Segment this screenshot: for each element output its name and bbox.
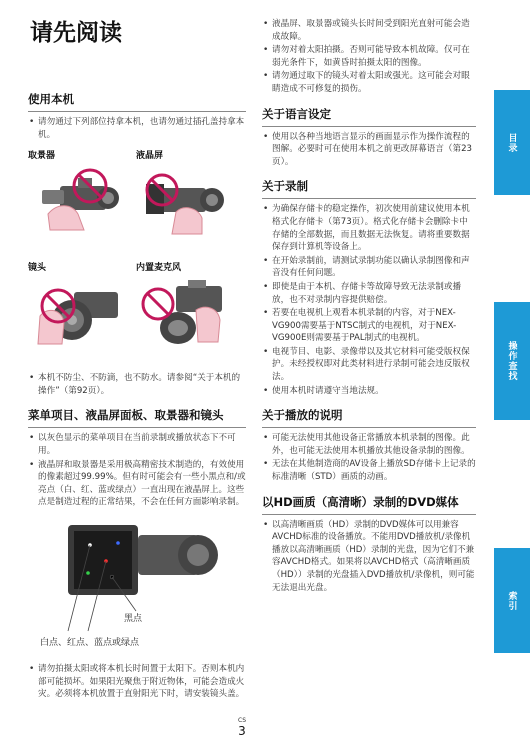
- camera-viewfinder-illustration: [28, 164, 128, 238]
- section-title-hd-dvd: 以HD画质（高清晰）录制的DVD媒体: [262, 494, 459, 509]
- camera-microphone-illustration: [136, 276, 236, 350]
- bullet-list: [262, 131, 476, 169]
- camera-lcd-dots-illustration: [28, 515, 238, 655]
- tab-label: 操作查找: [506, 341, 517, 381]
- side-tabs: [494, 0, 530, 753]
- photo-lens: [28, 260, 128, 372]
- list-item: • 以高清晰画质（HD）录制的DVD媒体可以用兼容AVCHD标准的设备播放。不能用DVD播放机/录像机播放以高清晰画质（HD）录制的光盘，因为它们不兼容AVCHD格式。如果将以AVCHD格式（高清晰画质（HD））录制的光盘插入DVD播放机/录像机，则可能无法退出光盘。: [262, 519, 476, 595]
- bullet-list: [28, 432, 246, 509]
- divider: [28, 111, 246, 112]
- section-title-use: 使用本机: [28, 92, 74, 106]
- right-column: [262, 18, 476, 595]
- page-number: [236, 717, 248, 738]
- page-language-code: CS: [238, 717, 246, 724]
- page-number-value: 3: [238, 724, 246, 738]
- figure-label-black-dot: 黑点: [124, 613, 143, 624]
- list-item: • 为确保存储卡的稳定操作，初次使用前建议使用本机格式化存储卡（第73页）。格式化存储卡会删除卡中存储的全部数据，而且数据无法恢复。请将重要数据保存到计算机等设备上。: [262, 203, 476, 253]
- divider: [262, 514, 476, 515]
- list-item: • 若要在电视机上观看本机录制的内容，对于NEX-VG900需要基于NTSC制式的电视机，对于NEX-VG900E则需要基于PAL制式的电视机。: [262, 307, 476, 345]
- tab-index[interactable]: [494, 548, 530, 653]
- bullet-list: [262, 432, 476, 483]
- list-item: • 请勿通过取下的镜头对着太阳或强光。这可能会对眼睛造成不可修复的损伤。: [262, 70, 476, 95]
- lcd-dots-figure: [28, 515, 238, 655]
- tab-label: 索引: [506, 590, 517, 611]
- figure-label-colored-dots: 白点、红点、蓝点或绿点: [40, 637, 140, 648]
- list-item: • 在开始录制前，请测试录制功能以确认录制图像和声音没有任何问题。: [262, 255, 476, 280]
- bullet-list: [262, 203, 476, 397]
- list-item: • 电视节目、电影、录像带以及其它材料可能受版权保护。未经授权即对此类材料进行录制可能会违反版权法。: [262, 346, 476, 384]
- tab-label: 目录: [506, 132, 517, 153]
- list-item: • 无法在其他制造商的AV设备上播放SD存储卡上记录的标准清晰（STD）画质的动画。: [262, 458, 476, 483]
- section-title-language: 关于语言设定: [262, 106, 331, 121]
- photo-label: 取景器: [28, 151, 56, 162]
- photo-grid: [28, 148, 246, 372]
- page-title: 请先阅读: [30, 20, 122, 46]
- list-item: • 以灰色显示的菜单项目在当前录制或播放状态下不可用。: [28, 432, 246, 457]
- list-item: • 请勿通过下列部位持拿本机，也请勿通过插孔盖持拿本机。: [28, 116, 246, 141]
- tab-operation-search[interactable]: [494, 302, 530, 420]
- list-item: • 使用本机时请遵守当地法规。: [262, 385, 476, 398]
- bullet-list: [28, 663, 246, 701]
- list-item: • 请勿对着太阳拍摄。否则可能导致本机故障。仅可在弱光条件下，如黄昏时拍摄太阳的图像。: [262, 44, 476, 69]
- photo-lcd: [136, 148, 236, 260]
- bullet-list: [262, 18, 476, 96]
- camera-lcd-illustration: [136, 164, 236, 238]
- photo-viewfinder: [28, 148, 128, 260]
- list-item: • 液晶屏、取景器或镜头长时间受到阳光直射可能会造成故障。: [262, 18, 476, 43]
- photo-label: 内置麦克风: [136, 263, 182, 274]
- section-title-playback: 关于播放的说明: [262, 408, 343, 423]
- list-item: • 即使是由于本机、存储卡等故障导致无法录制或播放，也不对录制内容提供赔偿。: [262, 281, 476, 306]
- photo-label: 液晶屏: [136, 151, 164, 162]
- camera-lens-illustration: [28, 276, 128, 350]
- photo-label: 镜头: [28, 263, 47, 274]
- divider: [262, 198, 476, 199]
- left-column: [28, 18, 246, 702]
- list-item: • 液晶屏和取景器是采用极高精密技术制造的，有效使用的像素超过99.99%。但有时可能会有一些小黑点和/或亮点（白、红、蓝或绿点）一直出现在液晶屏上。这些点是制造过程的正常结果，不会在任何方面影响录制。: [28, 459, 246, 509]
- section-title-recording: 关于录制: [262, 179, 308, 194]
- photo-microphone: [136, 260, 236, 372]
- tab-contents[interactable]: [494, 90, 530, 195]
- bullet-list: [28, 372, 246, 397]
- list-item: • 请勿拍摄太阳或将本机长时间置于太阳下。否则本机内部可能损坏。如果阳光聚焦于附近物体，可能会造成火灾。必须将本机放置于直射阳光下时，请安装镜头盖。: [28, 663, 246, 701]
- section-title-menu-lcd: 菜单项目、液晶屏面板、取景器和镜头: [28, 408, 224, 423]
- bullet-list: [28, 116, 246, 141]
- divider: [262, 427, 476, 428]
- divider: [28, 427, 246, 428]
- list-item: • 本机不防尘、不防滴，也不防水。请参阅“关于本机的操作”（第92页）。: [28, 372, 246, 397]
- list-item: • 使用以各种当地语言显示的画面显示作为操作流程的图解。必要时可在使用本机之前更改屏幕语言（第23页）。: [262, 131, 476, 169]
- bullet-list: [262, 519, 476, 595]
- list-item: • 可能无法使用其他设备正常播放本机录制的图像。此外，也可能无法使用本机播放其他设备录制的图像。: [262, 432, 476, 457]
- divider: [262, 126, 476, 127]
